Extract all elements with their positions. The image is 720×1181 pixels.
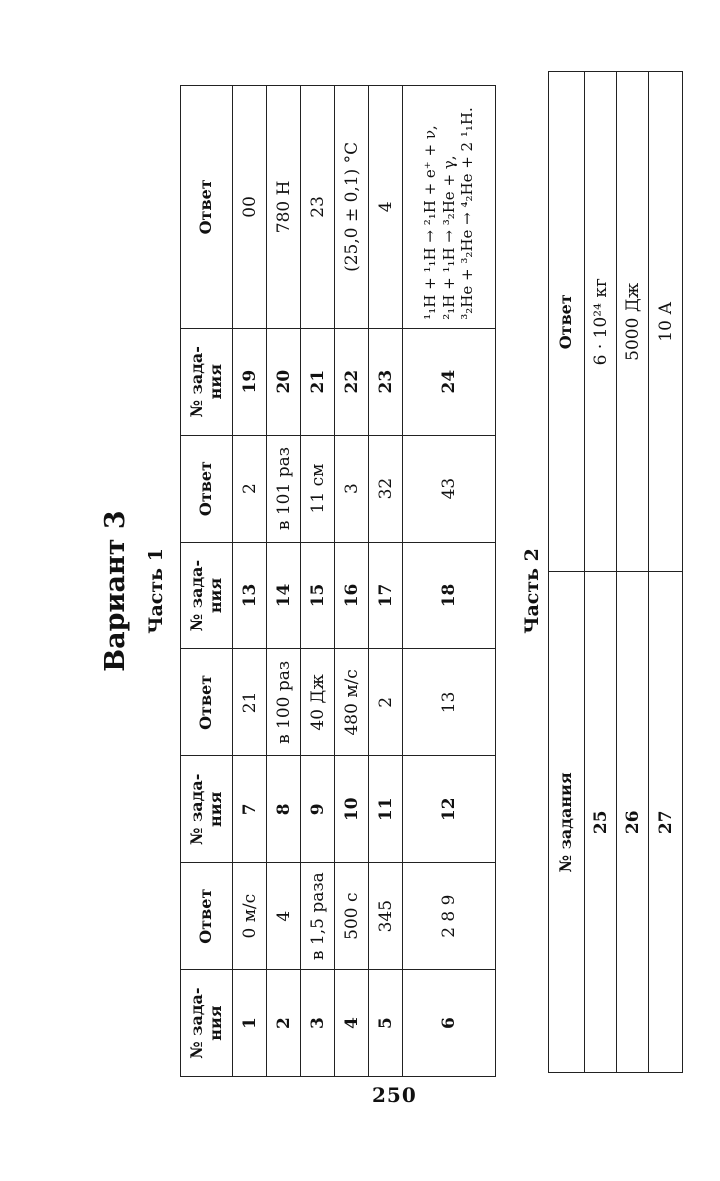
- part1-title: Часть 1: [145, 548, 167, 634]
- task-answer: 5000 Дж: [617, 72, 649, 573]
- task-number: 4: [335, 970, 369, 1077]
- page-number: 250: [372, 1083, 417, 1107]
- table-row: [369, 86, 403, 1077]
- reaction-line: ³₂He + ³₂He → ⁴₂He + 2 ¹₁H.: [458, 107, 477, 320]
- task-answer: в 100 раз: [267, 649, 301, 756]
- table-row: [585, 72, 617, 1073]
- header-answer: Ответ: [181, 863, 233, 970]
- task-number: 15: [301, 542, 335, 649]
- part2-title: Часть 2: [521, 548, 543, 634]
- task-number: 2: [267, 970, 301, 1077]
- task-answer: 4: [267, 863, 301, 970]
- task-number: 16: [335, 542, 369, 649]
- header-num: № зада-ния: [181, 328, 233, 435]
- task-answer: в 1,5 раза: [301, 863, 335, 970]
- task-answer: 500 с: [335, 863, 369, 970]
- task-answer: 11 см: [301, 435, 335, 542]
- task-answer: 345: [369, 863, 403, 970]
- task-answer: 6 · 10²⁴ кг: [585, 72, 617, 573]
- task-number: 21: [301, 328, 335, 435]
- task-answer: (25,0 ± 0,1) °C: [335, 86, 369, 329]
- task-number: 26: [617, 572, 649, 1073]
- part1-table: [180, 85, 496, 1077]
- task-answer: 10 А: [649, 72, 683, 573]
- task-answer: 40 Дж: [301, 649, 335, 756]
- task-number: 18: [403, 542, 496, 649]
- task-number: 23: [369, 328, 403, 435]
- reaction-line: ¹₁H + ¹₁H → ²₁H + e⁺ + ν,: [420, 125, 439, 320]
- task-answer: 2 8 9: [403, 863, 496, 970]
- task-number: 1: [233, 970, 267, 1077]
- header-answer: Ответ: [549, 72, 585, 573]
- task-number: 14: [267, 542, 301, 649]
- header-num: № зада-ния: [181, 970, 233, 1077]
- task-answer: 13: [403, 649, 496, 756]
- header-answer: Ответ: [181, 649, 233, 756]
- task-number: 8: [267, 756, 301, 863]
- table-row: [267, 86, 301, 1077]
- task-number: 3: [301, 970, 335, 1077]
- part2-header-row: [549, 72, 585, 1073]
- task-number: 5: [369, 970, 403, 1077]
- table-row: [617, 72, 649, 1073]
- task-number: 25: [585, 572, 617, 1073]
- task-number: 17: [369, 542, 403, 649]
- table-row: [233, 86, 267, 1077]
- task-number: 20: [267, 328, 301, 435]
- header-num: № зада-ния: [181, 756, 233, 863]
- task-number: 24: [403, 328, 496, 435]
- task-number: 6: [403, 970, 496, 1077]
- task-answer: 780 Н: [267, 86, 301, 329]
- task-number: 19: [233, 328, 267, 435]
- nuclear-reactions: [403, 86, 496, 329]
- task-answer: 32: [369, 435, 403, 542]
- table-row: [301, 86, 335, 1077]
- task-number: 13: [233, 542, 267, 649]
- task-answer: 2: [233, 435, 267, 542]
- task-answer: 0 м/с: [233, 863, 267, 970]
- header-num: № зада-ния: [181, 542, 233, 649]
- task-answer: 21: [233, 649, 267, 756]
- variant-title: Вариант 3: [100, 510, 131, 672]
- header-answer: Ответ: [181, 435, 233, 542]
- part1-header-row: [181, 86, 233, 1077]
- task-number: 22: [335, 328, 369, 435]
- task-answer: 2: [369, 649, 403, 756]
- task-answer: 43: [403, 435, 496, 542]
- task-answer: 23: [301, 86, 335, 329]
- task-number: 12: [403, 756, 496, 863]
- header-answer: Ответ: [181, 86, 233, 329]
- task-number: 11: [369, 756, 403, 863]
- part2-table: [548, 71, 683, 1073]
- task-number: 27: [649, 572, 683, 1073]
- table-row: [335, 86, 369, 1077]
- task-answer: 480 м/с: [335, 649, 369, 756]
- task-number: 10: [335, 756, 369, 863]
- task-answer: 4: [369, 86, 403, 329]
- header-num: № задания: [549, 572, 585, 1073]
- task-number: 7: [233, 756, 267, 863]
- task-answer: 00: [233, 86, 267, 329]
- task-number: 9: [301, 756, 335, 863]
- table-row: [649, 72, 683, 1073]
- task-answer: в 101 раз: [267, 435, 301, 542]
- reaction-line: ²₁H + ¹₁H → ³₂He + γ,: [439, 155, 458, 320]
- table-row: [403, 86, 496, 1077]
- task-answer: 3: [335, 435, 369, 542]
